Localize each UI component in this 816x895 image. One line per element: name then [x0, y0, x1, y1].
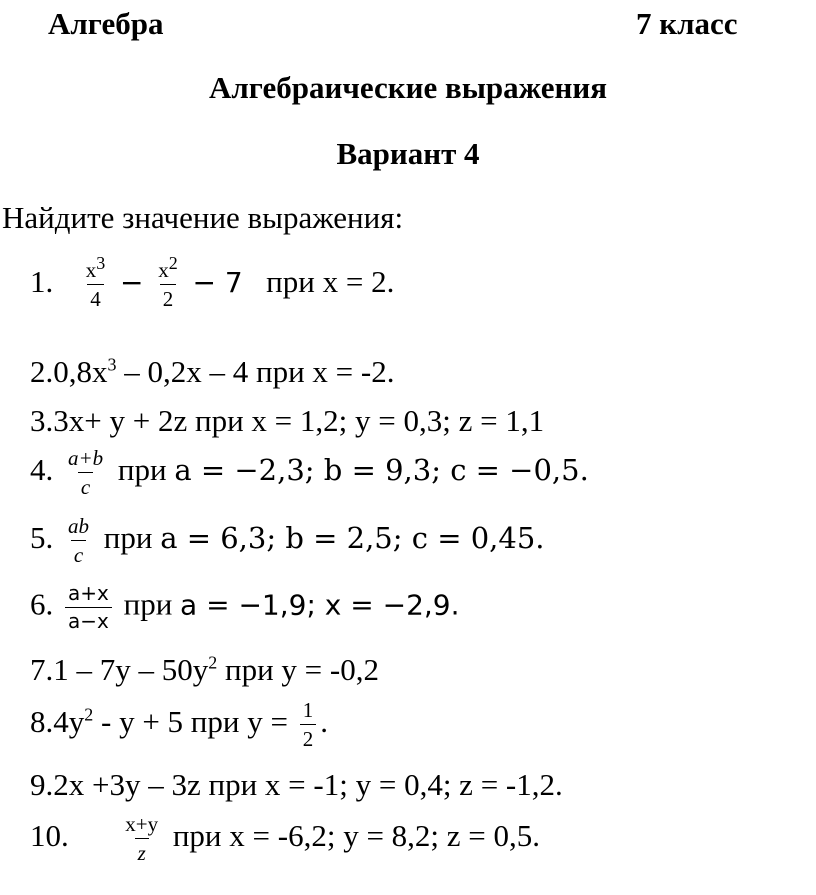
task-8-fraction: $\frac{1}{2}$	[300, 698, 317, 751]
task-8: $8.4y^2 - y + 5$ при y = $\frac{1}{2}$ .	[30, 698, 328, 752]
task-6: 6. $\frac{a+x}{a-x}$ при a = −1,9; x = −2,9.	[30, 581, 460, 633]
task-7: $7.1 - 7y - 50y^2$ при y = -0,2	[30, 652, 379, 687]
page-title: Алгебраические выражения	[209, 70, 607, 105]
variant-title: Вариант 4	[336, 136, 480, 171]
task-1-number: 1.	[30, 263, 54, 299]
task-4: 4. $\frac{a+b}{c}$ при a = −2,3; b = 9,3; c = −0,5.	[30, 446, 589, 500]
task-10-fraction: $\frac{x+y}{z}$	[125, 812, 159, 866]
task-10-condition: при x = -6,2; y = 8,2; z = 0,5.	[172, 817, 541, 853]
task-5-condition: a = 6,3; b = 2,5; c = 0,45.	[160, 520, 545, 555]
task-5-fraction: $\frac{ab}{c}$	[68, 514, 89, 568]
subject-label: Алгебра	[48, 6, 164, 41]
task-1-fraction-a: $\frac{x^3}{4}$	[85, 253, 106, 312]
task-1: 1. $\frac{x^3}{4}$ − $\frac{x^2}{2}$ − 7 при x = 2.	[30, 253, 395, 312]
task-6-condition: a = −1,9; x = −2,9.	[180, 588, 460, 622]
instruction-text: Найдите значение выражения:	[2, 200, 404, 235]
task-2: $2.0,8x^3 - 0,2x - 4$ при x = -2.	[30, 354, 395, 389]
task-1-fraction-b: $\frac{x^2}{2}$	[158, 253, 178, 312]
task-4-fraction: $\frac{a+b}{c}$	[68, 446, 104, 500]
task-3: 3.3x+ y + 2z при x = 1,2; y = 0,3; z = 1,1	[30, 403, 545, 438]
grade-label: 7 класс	[636, 6, 738, 41]
task-4-condition: a = −2,3; b = 9,3; c = −0,5.	[174, 452, 589, 487]
task-1-condition: при x = 2.	[266, 263, 395, 299]
task-10: 10. $\frac{x+y}{z}$ при x = -6,2; y = 8,2; z = 0,5.	[30, 812, 541, 866]
task-9: 9.2x +3y – 3z при x = -1; y = 0,4; z = -1,2.	[30, 767, 563, 802]
task-5: 5. $\frac{ab}{c}$ при a = 6,3; b = 2,5; c = 0,45.	[30, 514, 545, 568]
task-6-fraction: $\frac{a+x}{a-x}$	[65, 582, 112, 633]
